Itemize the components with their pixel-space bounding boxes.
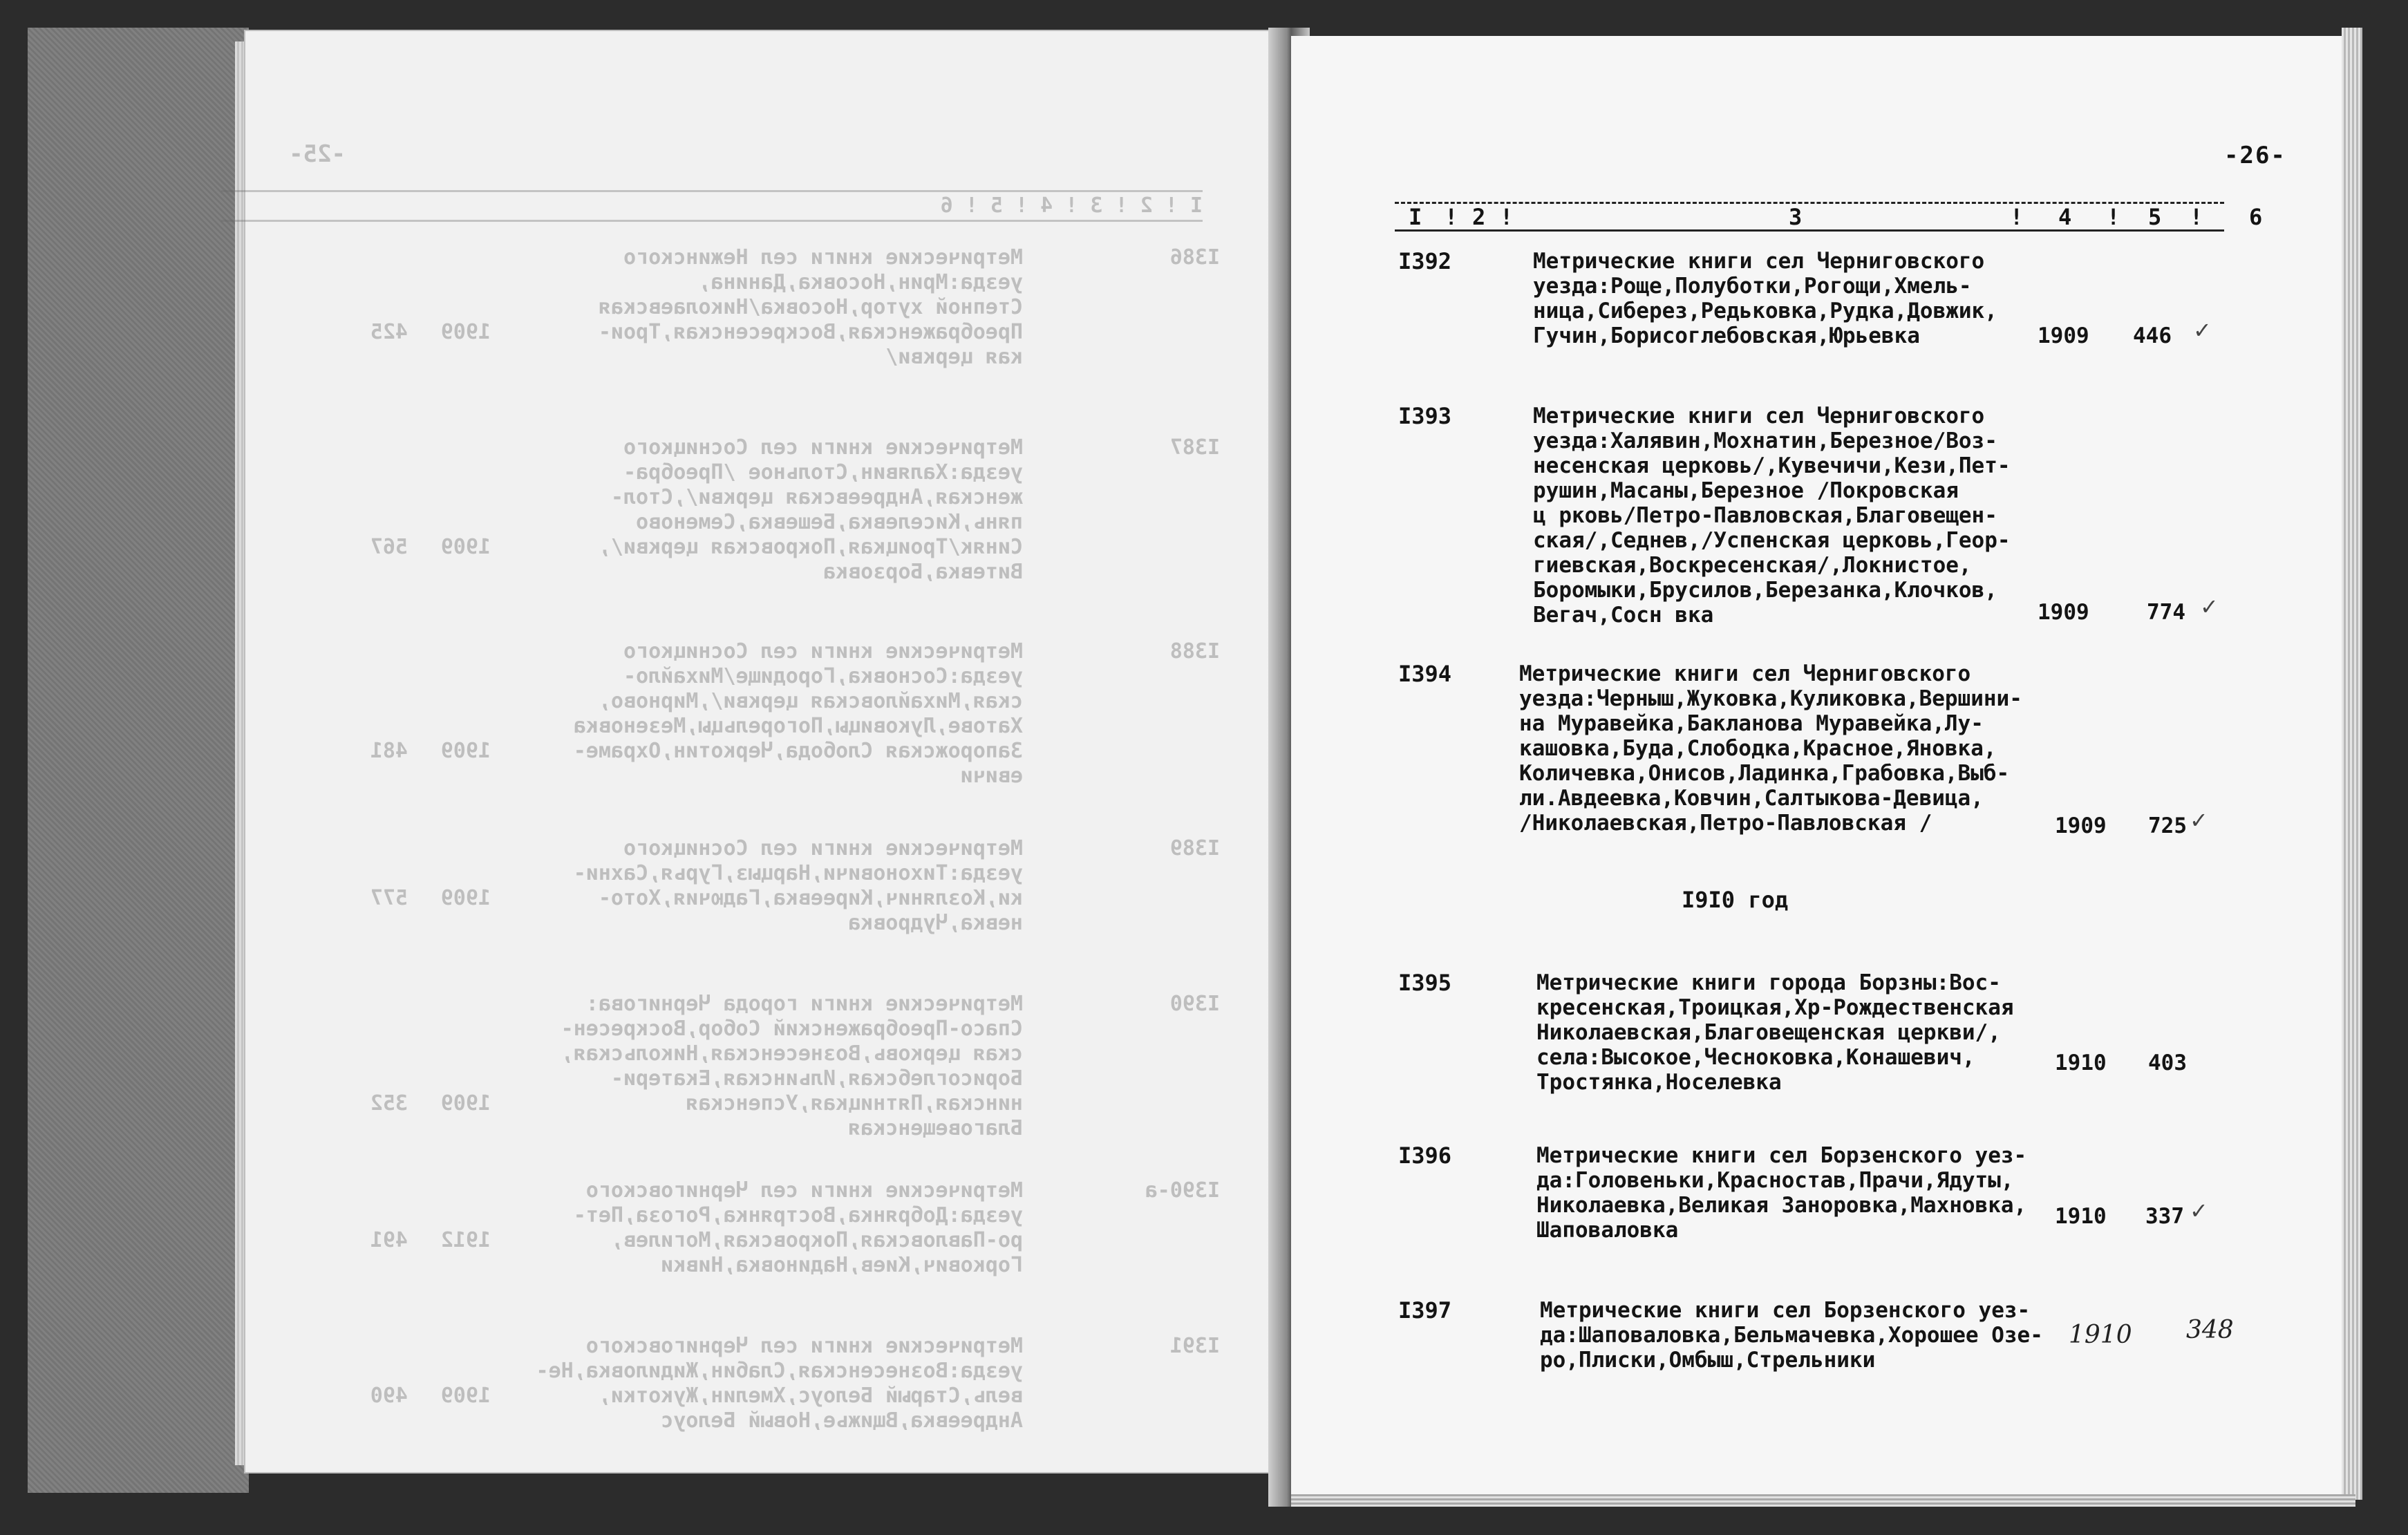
entry-description bbox=[1540, 1298, 2079, 1373]
ghost-entry-id: I390-а bbox=[1145, 1178, 1220, 1203]
entry-count: 403 bbox=[2148, 1051, 2187, 1075]
description-line: ли.Авдеевка,Ковчин,Салтыкова-Девица, bbox=[1519, 786, 1984, 811]
description-line: села:Высокое,Чесноковка,Конашевич, bbox=[1536, 1045, 1975, 1070]
description-line: Николаевка,Великая Заноровка,Махновка, bbox=[1536, 1193, 2027, 1218]
description-line: рушин,Масаны,Березное /Покровская bbox=[1533, 478, 1959, 503]
ghost-entry-text: Метрические книги города Чернигова: Спасо-Преображенский Собор,Воскресен- ская церковь,Вознесенская,Никольская, Борисоглебская,Ильинская,Екатери- нинская,Пятницкая,Успенская Благовещенская bbox=[561, 992, 1023, 1140]
column-header-5: 5 bbox=[2148, 204, 2162, 230]
description-line: ц рковь/Петро-Павловская,Благовещен- bbox=[1533, 503, 1997, 528]
description-line: Метрические книги сел Борзенского уез- bbox=[1536, 1143, 2027, 1168]
entry-description bbox=[1536, 1143, 2076, 1243]
inventory-page bbox=[1291, 36, 2342, 1494]
check-mark: ✓ bbox=[2193, 317, 2212, 343]
entry-year: 1910 bbox=[2055, 1204, 2107, 1229]
ghost-entry-id: I388 bbox=[1169, 639, 1220, 663]
entry-description bbox=[1536, 970, 2076, 1095]
description-line: Вегач,Сосн вка bbox=[1533, 603, 1714, 628]
entry-year: 1909 bbox=[2038, 600, 2089, 625]
ghost-entry-count: 352 bbox=[370, 1091, 408, 1115]
ghost-entry-year: 1909 bbox=[440, 886, 491, 910]
ghost-page-number: -25- bbox=[289, 140, 346, 168]
column-separator: ! bbox=[2107, 204, 2120, 230]
description-line: да:Головеньки,Красностав,Прачи,Ядуты, bbox=[1536, 1168, 2014, 1193]
description-line: Метрические книги города Борзны:Вос- bbox=[1536, 970, 2001, 995]
check-mark: ✓ bbox=[2190, 1198, 2208, 1224]
entry-number: I394 bbox=[1398, 661, 1452, 687]
column-separator: ! bbox=[2010, 204, 2024, 230]
entry-count: 725 bbox=[2148, 813, 2187, 838]
description-line: уезда:Черныш,Жуковка,Куликовка,Вершини- bbox=[1519, 686, 2022, 711]
entry-number: I397 bbox=[1398, 1297, 1452, 1324]
column-header-2: 2 bbox=[1472, 204, 1486, 230]
ghost-entry-count: 425 bbox=[370, 320, 408, 344]
entry-year: 1909 bbox=[2055, 813, 2107, 838]
entry-description bbox=[1533, 249, 2072, 348]
bottom-page-stack-edge bbox=[1291, 1494, 2355, 1507]
section-title: I9I0 год bbox=[1682, 887, 1789, 913]
binder-cover bbox=[28, 28, 249, 1493]
description-line: да:Шаповаловка,Бельмачевка,Хорошее Озе- bbox=[1540, 1323, 2043, 1348]
column-header-3: 3 bbox=[1789, 204, 1803, 230]
entry-count: 446 bbox=[2133, 323, 2172, 348]
description-line: уезда:Халявин,Мохнатин,Березное/Воз- bbox=[1533, 429, 1997, 453]
description-line: ро,Плиски,Омбыш,Стрельники bbox=[1540, 1348, 1876, 1373]
bleed-through-text bbox=[245, 31, 1286, 1472]
ghost-entry-count: 490 bbox=[370, 1384, 408, 1408]
description-line: Метрические книги сел Черниговского bbox=[1533, 249, 1985, 274]
description-line: Метрические книги сел Черниговского bbox=[1519, 661, 1971, 686]
description-line: Метрические книги сел Черниговского bbox=[1533, 404, 1985, 429]
ghost-entry-count: 567 bbox=[370, 535, 408, 559]
header-rule-bottom bbox=[1395, 229, 2224, 232]
check-mark: ✓ bbox=[2200, 594, 2219, 620]
description-line: Гучин,Борисоглебовская,Юрьевка bbox=[1533, 323, 1920, 348]
entry-number: I392 bbox=[1398, 248, 1452, 274]
column-header-4: 4 bbox=[2058, 204, 2072, 230]
page-number: -26- bbox=[2224, 142, 2286, 169]
ghost-entry-year: 1909 bbox=[440, 739, 491, 763]
entry-year: 1909 bbox=[2038, 323, 2089, 348]
ghost-entry-id: I387 bbox=[1169, 435, 1220, 460]
description-line: на Муравейка,Бакланова Муравейка,Лу- bbox=[1519, 711, 1984, 736]
entry-number: I396 bbox=[1398, 1142, 1452, 1169]
ghost-entry-count: 577 bbox=[370, 886, 408, 910]
handwritten-count: 348 bbox=[2186, 1316, 2234, 1344]
column-header-1: I bbox=[1409, 204, 1422, 230]
entry-number: I395 bbox=[1398, 970, 1452, 996]
ghost-entry-id: I390 bbox=[1169, 992, 1220, 1016]
description-line: Тростянка,Носелевка bbox=[1536, 1070, 1782, 1095]
description-line: кресенская,Троицкая,Хр-Рождественская bbox=[1536, 995, 2014, 1020]
description-line: уезда:Роще,Полуботки,Рогощи,Хмель- bbox=[1533, 274, 1972, 299]
ghost-entry-id: I389 bbox=[1169, 836, 1220, 860]
entry-year: 1910 bbox=[2055, 1051, 2107, 1075]
entry-description bbox=[1533, 404, 2072, 628]
check-mark: ✓ bbox=[2190, 807, 2208, 834]
column-separator: ! bbox=[1445, 204, 1458, 230]
ghost-entry-text: Метрические книги сел Нежинского уезда:Мрин,Носовка,Данина, Степной хутор,Носовка/Николаевская Преображенская,Воскресенская,Трои- кая церкви/ bbox=[598, 245, 1023, 369]
entry-count: 774 bbox=[2147, 600, 2185, 625]
ghost-entry-count: 481 bbox=[370, 739, 408, 763]
ghost-entry-year: 1909 bbox=[440, 1384, 491, 1408]
ghost-entry-id: I386 bbox=[1169, 245, 1220, 270]
description-line: Николаевская,Благовещенская церкви/, bbox=[1536, 1020, 2001, 1045]
ghost-entry-year: 1912 bbox=[440, 1228, 491, 1252]
description-line: ница,Сиберез,Редьковка,Рудка,Довжик, bbox=[1533, 299, 1997, 323]
description-line: гиевская,Воскресенская/,Локнистое, bbox=[1533, 553, 1972, 578]
ghost-entry-text: Метрические книги сел Черниговского уезда:Добрянка,Вострянка,Рогоза,Пет- ро-Павловская,Покровская,Могилев, Горкович,Киев,Надиновка,Нивки bbox=[573, 1178, 1023, 1277]
ghost-entry-id: I391 bbox=[1169, 1334, 1220, 1358]
description-line: Боромыки,Брусилов,Березанка,Клочков, bbox=[1533, 578, 1997, 603]
description-line: /Николаевская,Петро-Павловская / bbox=[1519, 811, 1932, 836]
ghost-column-header: I ! 2 ! 3 ! 4 ! 5 ! 6 bbox=[221, 190, 1203, 222]
description-line: Шаповаловка bbox=[1536, 1218, 1679, 1243]
description-line: Количевка,Онисов,Ладинка,Грабовка,Выб- bbox=[1519, 761, 2010, 786]
entry-count: 337 bbox=[2145, 1204, 2184, 1229]
handwritten-year: 1910 bbox=[2069, 1321, 2132, 1349]
header-rule-top bbox=[1395, 202, 2224, 204]
right-page-stack-edge bbox=[2342, 28, 2362, 1500]
column-header-6: 6 bbox=[2249, 204, 2263, 230]
column-separator: ! bbox=[1500, 204, 1514, 230]
ghost-entry-text: Метрические книги сел Сосницкого уезда:Тихоновичи,Нарцыз,Гурья,Сахни- ки,Козлянич,Киреевка,Гадючия,Хото- невка,Чудровка bbox=[573, 836, 1023, 935]
description-line: несенская церковь/,Кувечичи,Кези,Пет- bbox=[1533, 453, 2011, 478]
column-separator: ! bbox=[2190, 204, 2203, 230]
ghost-entry-year: 1909 bbox=[440, 535, 491, 559]
ghost-entry-text: Метрические книги сел Сосницкого уезда:Халявин,Стольное /Преобра- женская,Андреевская церкви/,Стол- пянь,Киселевка,Бешевка,Семеново Синяк/Троицкая,Покровская церкви/, Витевка,Борзовка bbox=[598, 435, 1023, 584]
pencil-marks bbox=[2390, 140, 2408, 1384]
ghost-entry-year: 1909 bbox=[440, 1091, 491, 1115]
description-line: Метрические книги сел Борзенского уез- bbox=[1540, 1298, 2031, 1323]
entry-number: I393 bbox=[1398, 403, 1452, 429]
ghost-entry-text: Метрические книги сел Черниговского уезда:Вознесенская,Слабин,Жидиловка,Не- вель,Старый Белоус,Хмелин,Жукотки, Андреевка,Вщижье,Новый Белоус bbox=[536, 1334, 1023, 1433]
ghost-entry-year: 1909 bbox=[440, 320, 491, 344]
entry-description bbox=[1519, 661, 2058, 836]
ghost-entry-text: Метрические книги сел Сосницкого уезда:Сосновка,Городище/Михайло- ская,Михайловская церкви/,Мирново, Хатове,Луковицы,Погорельцы,Мезеновка Запорожская Слобода,Черкотин,Охраме- евичи bbox=[573, 639, 1023, 788]
ghost-entry-count: 491 bbox=[370, 1228, 408, 1252]
description-line: ская/,Седнев,/Успенская церковь,Геор- bbox=[1533, 528, 2011, 553]
description-line: кашовка,Буда,Слободка,Красное,Яновка, bbox=[1519, 736, 1997, 761]
